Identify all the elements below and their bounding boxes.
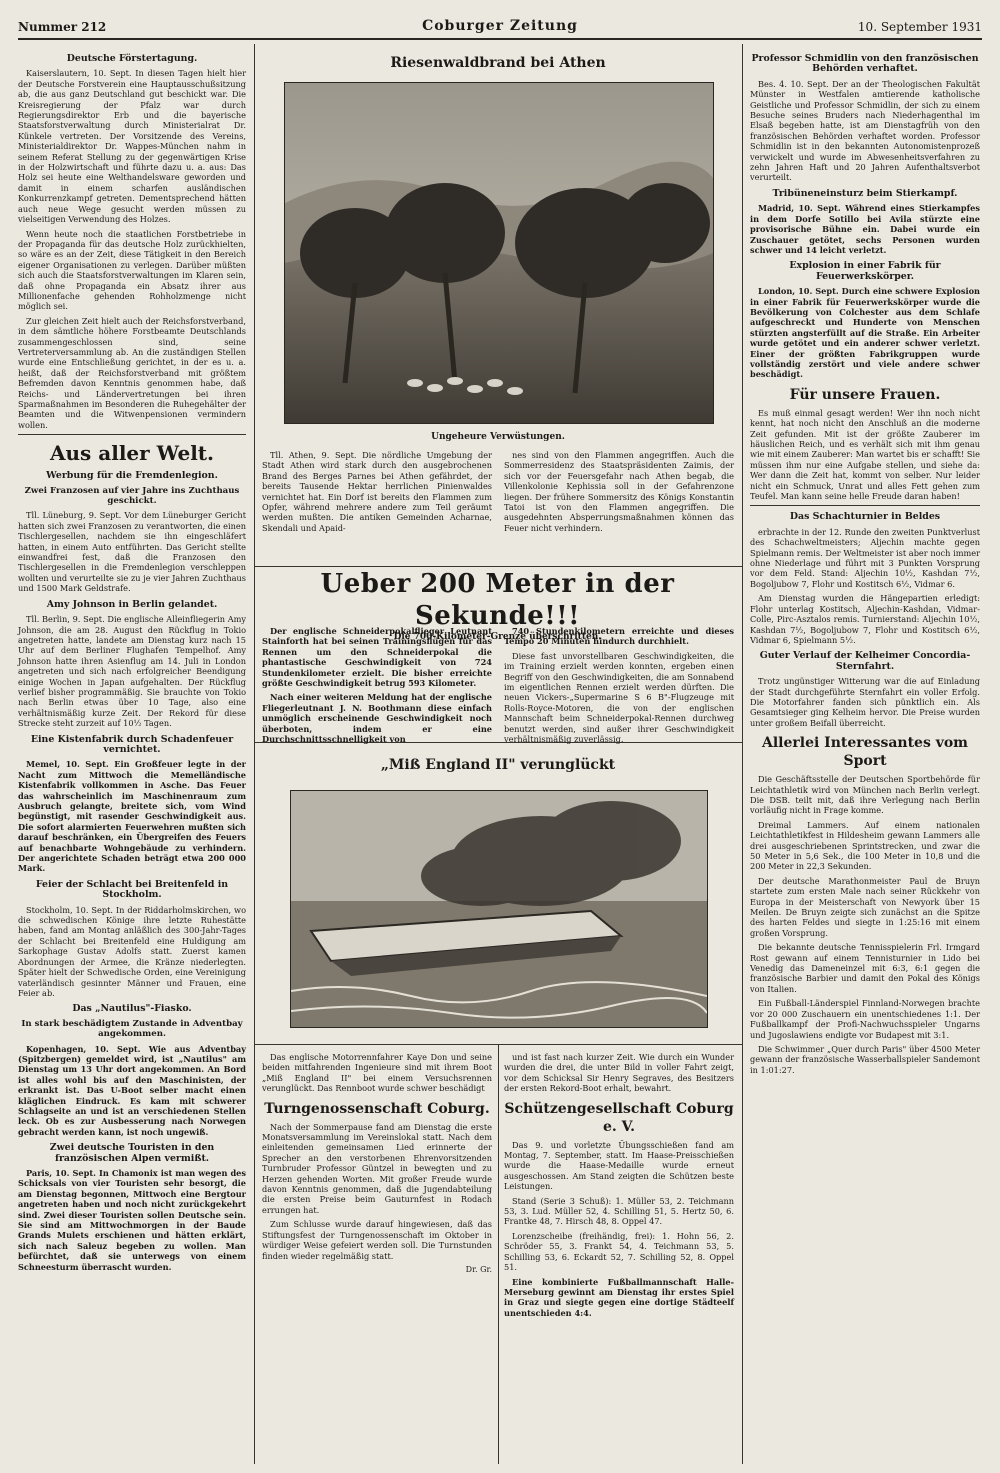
article-paragraph: Nach der Sommerpause fand am Dienstag die erste Monatsversammlung im Vereinslokal statt. Nach dem einleitenden gemeinsamen Lied erinnerte der Sprecher an den verstorbenen Ehrenvorsitzenden Turnbruder Professor Güntzel in bewegten und zu Herzen gehenden Worten. Mit großer Freude wurde davon Kenntnis genommen, daß die Jugendabteilung die ersten Preise beim Gauturnfest in Rodach errungen hat. (262, 1121, 492, 1215)
fire-photo-image (285, 83, 713, 423)
article-paragraph: und ist fast nach kurzer Zeit. Wie durch ein Wunder wurden die drei, die unter Bild in voller Fahrt zeigt, vor dem Schicksal Sir Henry Segraves, des Besitzers der ersten Rekord-Boot erhalt, bewahrt. (504, 1052, 734, 1094)
article-heading: „Miß England II" verunglückt (380, 757, 616, 773)
article-paragraph: Paris, 10. Sept. In Chamonix ist man wegen des Schicksals von vier Touristen sehr besorgt, die am Dienstag begonnen, Mittwoch eine Bergtour angetreten haben und noch nicht zurückgekehrt sind. Zwei dieser Touristen sollen Deutsche sein. Sie sind am Mittwochmorgen in der Baude Grands Mulets erschienen und hätten erklärt, sich nach Saleuz begeben zu wollen. Man befürchtet, daß sie unterwegs von einem Schneesturm überrascht wurden. (18, 1168, 246, 1272)
section-rule (254, 566, 742, 567)
column-right (750, 48, 980, 1079)
article-heading: Allerlei Interessantes vom Sport (761, 735, 968, 770)
paper-title: Coburger Zeitung (422, 18, 578, 34)
article-paragraph: erbrachte in der 12. Runde den zweiten Punktverlust des Schachweltmeisters; Aljechin machte gegen Spielmann remis. Der Weltmeister ist aber noch immer ohne Niederlage und führt mit 3 Punkten Vorsprung vor dem Feld. Stand: Aljechin 10½, Kashdan 7½, Bogoljubow 7, Flohr und Kostitsch 6½, Vidmar 6. (750, 526, 980, 589)
article-paragraph: Das englische Motorrennfahrer Kaye Don und seine beiden mitfahrenden Ingenieure sind mit ihrem Boot „Miß England II" bei einem Versuchsrennen verunglückt. Das Rennboot wurde schwer beschädigt (262, 1052, 492, 1094)
masthead (18, 18, 982, 40)
speed-text-left (262, 626, 492, 748)
article-paragraph: Madrid, 10. Sept. Während eines Stierkampfes in dem Dorfe Sotillo bei Avila stürzte eine provisorische Bühne ein. Dabei wurde ein Zuschauer getötet, sechs Personen wurden schwer und 14 leicht verletzt. (750, 203, 980, 255)
article-paragraph: Tll. Berlin, 9. Sept. Die englische Alleinfliegerin Amy Johnson, die am 28. August den Rückflug in Tokio angetreten hatte, landete am Dienstag kurz nach 15 Uhr auf dem Berliner Flughafen Tempelhof. Amy Johnson hatte ihren Asienflug am 14. Juli in London angetreten und sich nach erfolgreicher Beendigung einige Wochen in Japan aufgehalten. Der Rückflug verlief bisher programmäßig. Sie brauchte von Tokio nach Berlin etwas über 10 Tage, also eine verhältnismäßig kurze Zeit. Der Rekord für diese Strecke steht zurzeit auf 10½ Tagen. (18, 614, 246, 729)
article-paragraph: Diese fast unvorstellbaren Geschwindigkeiten, die im Training erzielt werden konnten, ergeben einen Begriff von den Geschwindigkeiten, die am Sonnabend im eigentlichen Rennen erzielt werden dürften. Die neuen Vickers-„Supermarine S 6 B"-Flugzeuge mit Rolls-Royce-Motoren, die von der englischen Mannschaft beim Schneiderpokal-Rennen durchweg benutzt werden, sind außer ihrer Geschwindigkeit verhältnismäßig zuverlässig. (504, 650, 734, 745)
fire-photo (284, 82, 714, 424)
article-heading: Tribüneneinsturz beim Stierkampf. (772, 187, 958, 199)
article-paragraph: Die bekannte deutsche Tennisspielerin Frl. Irmgard Rost gewann auf einem Tennisturnier in Lido bei Venedig das Dameneinzel mit 6:3, 6:1 gegen die französische Barbier und damit den Pokal des Königs von Italien. (750, 942, 980, 994)
article-heading: Eine Kistenfabrik durch Schadenfeuer vernichtet. (30, 733, 234, 755)
article-paragraph: Zum Schlusse wurde darauf hingewiesen, daß das Stiftungsfest der Turngenossenschaft im Oktober in würdiger Weise gefeiert werden soll. Die Turnstunden finden wieder regelmäßig statt. (262, 1219, 492, 1261)
article-paragraph: Eine kombinierte Fußballmannschaft Halle-Merseburg gewinnt am Dienstag ihr erstes Spiel in Graz und siegte gegen eine dortige Städteelf unentschieden 4:4. (504, 1276, 734, 1318)
article-paragraph: Bes. 4. 10. Sept. Der an der Theologischen Fakultät Münster in Westfalen amtierende katholische Geistliche und Professor Schmidlin, der sich zu einem Besuche seines Bruders nach Niederhagenthal im Elsaß begeben hatte, ist am Dienstagfrüh von den französischen Behörden verhaftet worden. Professor Schmidlin ist in den bekannten Autonomistenprozeß verwickelt und wurde im Abwesenheitsverfahren zu zehn Jahren Haft und 20 Jahren Aufenthaltsverbot verurteilt. (750, 78, 980, 183)
article-heading: Explosion in einer Fabrik für Feuerwerkskörper. (789, 260, 941, 282)
issue-number: Nummer 212 (18, 20, 107, 34)
schuetz-article (504, 1052, 734, 1322)
fire-article (262, 48, 734, 76)
article-heading: Amy Johnson in Berlin gelandet. (46, 598, 218, 610)
boat-article (262, 750, 734, 778)
turn-article (262, 1052, 492, 1275)
issue-date: 10. September 1931 (857, 20, 982, 34)
article-paragraph: Tll. Lüneburg, 9. Sept. Vor dem Lüneburger Gericht hatten sich zwei Franzosen zu verantworten, die einen Tischlergesellen, nachdem sie ihn eingeschläfert hatten, in einem Auto entführten. Das Gericht stellte einwandfrei fest, daß die Franzosen den Tischlergesellen in die Fremdenlegion verschleppen wollten und verurteilte sie zu je vier Jahren Zuchthaus und 1500 Mark Geldstrafe. (18, 510, 246, 594)
article-heading: Werbung für die Fremdenlegion. (46, 470, 218, 482)
banner-subtitle: Die 700-Kilometer-Grenze überschritten. (393, 632, 602, 642)
article-heading: Für unsere Frauen. (789, 386, 941, 403)
article-heading: Das Schachturnier in Beldes (789, 511, 941, 523)
article-paragraph: Die Geschäftsstelle der Deutschen Sportbehörde für Leichtathletik wird von München nach Berlin verlegt. Die DSB. teilt mit, daß ihre Verlegung nach Berlin vorläufig nicht in Frage komme. (750, 774, 980, 816)
fire-text-right (504, 450, 734, 537)
section-rule (750, 505, 980, 506)
speed-text-right (504, 626, 734, 748)
article-paragraph: Am Dienstag wurden die Hängepartien erledigt: Flohr unterlag Kostitsch, Aljechin-Kashdan, Vidmar-Colle, Pirc-Asztalos remis. Turnierstand: Aljechin 10½, Kashdan 7½, Bogoljubow 7, Flohr und Kostitsch 6½, Vidmar 6, Spielmann 5½. (750, 593, 980, 645)
article-subheading: In stark beschädigtem Zustande in Adventbay angekommen. (21, 1018, 243, 1040)
article-heading: Professor Schmidlin von den französischen Behörden verhaftet. (751, 53, 979, 75)
article-paragraph: Der englische Schneiderpokalflieger Leutnant Stainforth hat bei seinen Trainingsflügen für das Rennen um den Schneiderpokal die phantastische Geschwindigkeit von 724 Stundenkilometer erzielt. Die bisher erreichte größte Geschwindigkeit betrug 593 Kilometer. (262, 626, 492, 689)
column-rule (742, 44, 743, 1464)
article-subheading: Zwei Franzosen auf vier Jahre ins Zuchthaus geschickt. (24, 485, 240, 507)
article-paragraph: Zur gleichen Zeit hielt auch der Reichsforstverband, in dem sämtliche höhere Forstbeamte Deutschlands zusammengeschlossen sind, seine Vertreterversammlung ab. An die zuständigen Stellen wurde eine Entschließung gerichtet, in der es u. a. heißt, daß der Reichsforstverband mit größtem Befremden davon Kenntnis genommen habe, daß Reichs- und Ländervertretungen bei ihren Sparmaßnahmen im Besonderen die Ruhegehälter der Beamten und die Witwenpensionen vermindern wollen. (18, 315, 246, 430)
article-paragraph: Das 9. und vorletzte Übungsschießen fand am Montag, 7. September, statt. Im Haase-Preisschießen wurde die Haase-Medaille wurde erneut ausgeschossen. Am Stand zeigten die Schützen beste Leistungen. (504, 1139, 734, 1192)
section-heading: Aus aller Welt. (49, 441, 214, 466)
section-rule (254, 1044, 742, 1045)
article-heading: Feier der Schlacht bei Breitenfeld in Stockholm. (35, 878, 229, 901)
article-paragraph: Tll. Athen, 9. Sept. Die nördliche Umgebung der Stadt Athen wird stark durch den ausgebrochenen Brand des Berges Parnes bei Athen gefährdet, der bereits Tausende Hektar herrlichen Pinienwaldes vernichtet hat. Ein Dorf ist bereits den Flammen zum Opfer, während mehrere andere zum Teil geräumt werden mußten. Die antiken Gemeinden Acharnae, Skendali und Apaid- (262, 450, 492, 533)
article-paragraph: Ein Fußball-Länderspiel Finnland-Norwegen brachte vor 20 000 Zuschauern ein unentschiedenes 1:1. Der Fußballkampf der Profi-Nachwuchsspieler Ungarns und Jugoslawiens endigte vor Budapest mit 3:1. (750, 998, 980, 1040)
article-paragraph: Memel, 10. Sept. Ein Großfeuer legte in der Nacht zum Mittwoch die Memelländische Kistenfabrik vollkommen in Asche. Das Feuer das wahrscheinlich im Maschinenraum zum Ausbruch gelangte, breitete sich, vom Wind begünstigt, mit rasender Geschwindigkeit aus. Die sofort alarmierten Feuerwehren mußten sich darauf beschränken, ein Übergreifen des Feuers auf benachbarte Wohngebäude zu verhindern. Der angerichtete Schaden beträgt etwa 200 000 Mark. (18, 759, 246, 874)
article-paragraph: Die Schwimmer „Quer durch Paris" über 4500 Meter gewann der französische Wasserballspieler Sandemont in 1:01:27. (750, 1043, 980, 1075)
article-heading: Deutsche Förstertagung. (66, 53, 198, 64)
article-heading: Das „Nautilus"-Fiasko. (72, 1003, 192, 1015)
signature: Dr. Gr. (465, 1264, 492, 1274)
boat-photo (290, 790, 708, 1028)
column-rule (498, 1044, 499, 1464)
article-paragraph: Nach einer weiteren Meldung hat der englische Fliegerleutnant J. N. Boothmann diese einfach unmöglich erscheinende Geschwindigkeit noch überboten, indem er eine Durchschnittsschnelligkeit von (262, 692, 492, 745)
article-paragraph: Lorenzscheibe (freihändig, frei): 1. Hohn 56, 2. Schröder 55, 3. Frankt 54, 4. Teichmann 53, 5. Schilling 53, 6. Eckardt 52, 7. Schilling 52, 8. Oppel 51. (504, 1230, 734, 1273)
article-heading: Guter Verlauf der Kelheimer Concordia-Sternfahrt. (759, 650, 971, 672)
column-rule (254, 44, 255, 1464)
boat-photo-image (291, 791, 707, 1027)
article-paragraph: 740 Stundenkilometern erreichte und dieses Tempo 20 Minuten hindurch durchhielt. (504, 626, 734, 647)
article-paragraph: Wenn heute noch die staatlichen Forstbetriebe in der Propaganda für das deutsche Holz zurückhielten, so wäre es an der Zeit, diese Tätigkeit in den Bereich eigener Organisationen zu verlegen. Darüber müßten sich auch die Staatsforstverwaltungen im Klaren sein, daß ohne Propaganda ein Absatz ihrer aus Millionenfache gehenden Rohholzmenge nicht möglich sei. (18, 228, 246, 312)
article-paragraph: Stockholm, 10. Sept. In der Riddarholmskirchen, wo die schwedischen Könige ihre letzte Ruhestätte haben, fand am Montag anläßlich des 300-Jahr-Tages der Schlacht bei Breitenfeld eine Huldigung am Sarkophage Gustav Adolfs statt. Zuerst kamen Abordnungen der Armee, die Kränze niederlegten. Später hielt der Schwedische Orden, eine Vereinigung vaterländisch gesinnter Männer und Frauen, eine Feier ab. (18, 904, 246, 998)
column-left (18, 48, 246, 1276)
article-heading: Riesenwaldbrand bei Athen (390, 55, 606, 71)
article-paragraph: London, 10. Sept. Durch eine schwere Explosion in einer Fabrik für Feuerwerkskörper wurde die Bevölkerung von Colchester aus dem Schlafe aufgeschreckt und Hunderte von Menschen stürzten angsterfüllt auf die Straße. Ein Arbeiter wurde getötet und ein anderer schwer verletzt. Einer der größten Fabrikgruppen wurde vollständig zerstört und viele andere schwer beschädigt. (750, 286, 980, 380)
article-paragraph: Trotz ungünstiger Witterung war die auf Einladung der Stadt durchgeführte Sternfahrt ein voller Erfolg. Die Motorfahrer fanden sich pünktlich ein. Als Gesamtsieger ging Kelheim hervor. Die Preise wurden unter großem Beifall überreicht. (750, 676, 980, 728)
article-paragraph: nes sind von den Flammen angegriffen. Auch die Sommerresidenz des Staatspräsidenten Zaimis, der sich vor der Feuersgefahr nach Athen begab, die Villenkolonie Kephissia soll in der Gefahrenzone liegen. Der frühere Sommersitz des Königs Konstantin Tatoi ist von den Flammen angegriffen. Die ausgedehnten Absperrungsmaßnahmen können das Feuer nicht verhindern. (504, 450, 734, 533)
article-paragraph: Kopenhagen, 10. Sept. Wie aus Adventbay (Spitzbergen) gemeldet wird, ist „Nautilus" am Dienstag um 13 Uhr dort angekommen. An Bord ist alles wohl bis auf den Maschinisten, der erkrankt ist. Das U-Boot selber macht einen kläglichen Eindruck. Es kam mit schwerer Schlagseite an und ist an verschiedenen Stellen leck. Ob es zur Ausbesserung nach Norwegen gebracht werden kann, ist noch ungewiß. (18, 1043, 246, 1137)
fire-caption: Ungeheure Verwüstungen. (431, 432, 565, 442)
section-rule (18, 434, 246, 435)
fire-text-left (262, 450, 492, 537)
article-paragraph: Stand (Serie 3 Schuß): 1. Müller 53, 2. Teichmann 53, 3. Lud. Müller 52, 4. Schilling 51, 5. Hertz 50, 6. Frantke 48, 7. Hirsch 48, 8. Oppel 47. (504, 1195, 734, 1227)
article-heading: Schützengesellschaft Coburg e. V. (504, 1100, 734, 1135)
article-paragraph: Es muß einmal gesagt werden! Wer ihn noch nicht kennt, hat noch nicht den Anschluß an die moderne Zeit gefunden. Mit ist der größte Zauberer im häuslichen Reich, und es verhält sich mit ihm genau wie mit einem Zauberer: Man wartet bis er schafft! Sie müssen ihm nur eine Aufgabe stellen, und siehe da: Wer dann die Zeit hat, kommt von selber. Nur leider nicht ein Schmuck, Unrat und alles Fett gehen zum Teufel. Man kann seine helle Freude daran haben! (750, 407, 980, 502)
article-paragraph: Dreimal Lammers. Auf einem nationalen Leichtathletikfest in Hildesheim gewann Lammers alle drei ausgeschriebenen Sprintstrecken, und zwar die 50 Meter in 5,6 Sek., die 100 Meter in 10,8 und die 200 Meter in 22,3 Sekunden. (750, 819, 980, 872)
article-paragraph: Kaiserslautern, 10. Sept. In diesen Tagen hielt hier der Deutsche Forstverein eine Hauptausschußsitzung ab, die aus ganz Deutschland gut beschickt war. Die Kreisregierung der Pfalz war durch Regierungsdirektor Erb und die bayerische Staatsforstverwaltung durch Ministerialrat Dr. Künkele vertreten. Der Vorsitzende des Vereins, Ministerialdirektor Dr. Wappes-München nahm in seinem Referat Stellung zu der gegenwärtigen Krise in der Holzwirtschaft und führte dazu u. a. aus: Das Holz sei heute eine Welthandelsware geworden und damit in einem scharfen ausländischen Konkurrenzkampf getreten. Dementsprechend hätten auch neue Wege gesucht werden müssen zu vielseitigen Verwendung des Holzes. (18, 68, 246, 225)
article-heading: Turngenossenschaft Coburg. (264, 1100, 490, 1117)
article-paragraph: Der deutsche Marathonmeister Paul de Bruyn startete zum ersten Male nach seiner Rückkehr von Europa in der Meisterschaft von Newyork über 15 Meilen. De Bruyn zeigte sich zunächst an die Spitze des harten Feldes und siegte in 1:25:16 mit einem großen Vorsprung. (750, 875, 980, 938)
article-heading: Zwei deutsche Touristen in den französischen Alpen vermißt. (49, 1142, 215, 1164)
banner-title: Ueber 200 Meter in der Sekunde!!! (320, 569, 675, 631)
